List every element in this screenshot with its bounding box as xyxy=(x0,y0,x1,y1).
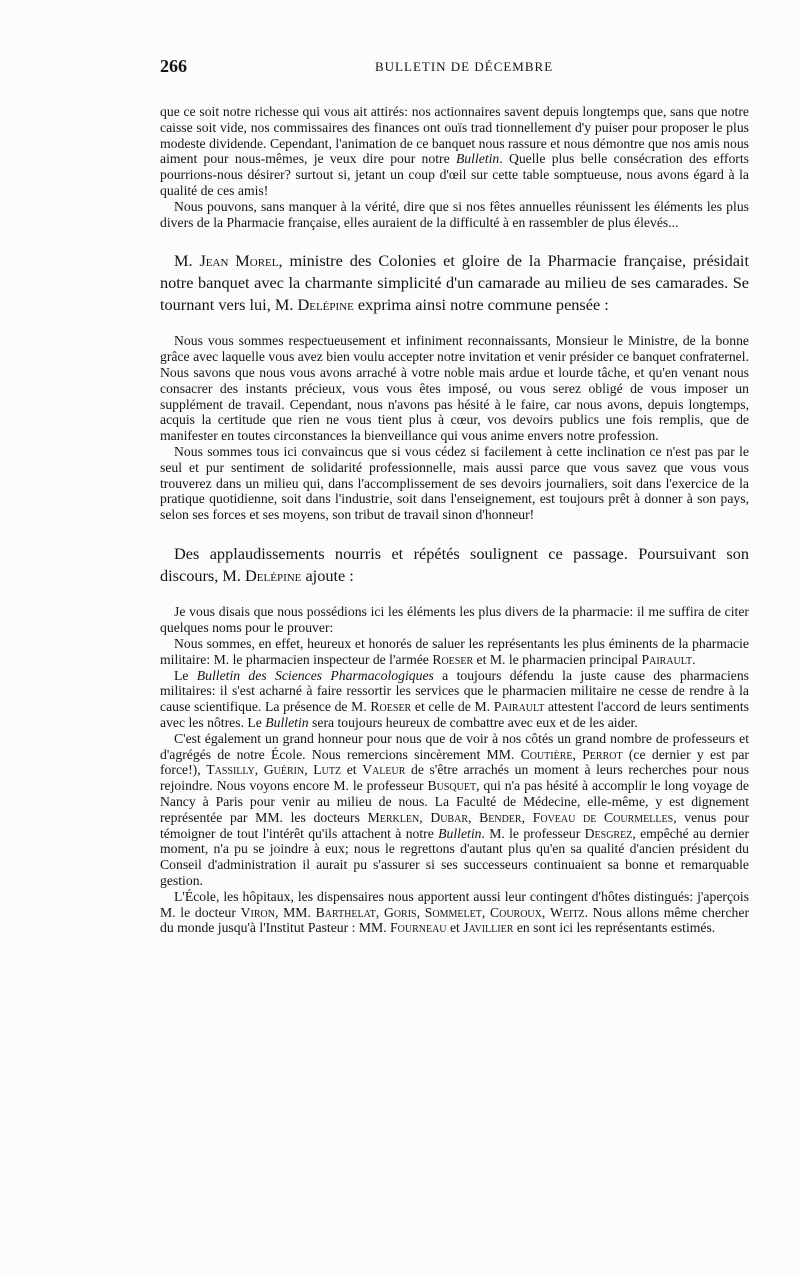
person-name: Barthelat xyxy=(315,904,376,920)
publication-title: Bulletin xyxy=(455,151,500,167)
person-name: Desgrez xyxy=(584,825,633,841)
text-run: . Nous allons même chercher du monde jusqu'à l'Institut Pasteur : MM. xyxy=(160,904,750,936)
person-name: Couroux xyxy=(489,904,542,920)
person-name: Tassilly xyxy=(206,762,255,778)
text-run: , ministre des Colonies et gloire de la Pharmacie française, présidait notre banquet avec la charmante simplicité d'un camarade au milieu de ses camarades. Se tournant vers lui, M. xyxy=(160,251,749,314)
publication-title: Bulletin xyxy=(265,715,309,731)
article-body xyxy=(160,104,749,936)
quoted-speech-paragraph xyxy=(160,444,749,523)
person-name: Delépine xyxy=(245,565,302,585)
running-title: BULLETIN DE DÉCEMBRE xyxy=(375,59,554,74)
person-name: Roeser xyxy=(370,699,412,715)
text-run: et celle de M. xyxy=(411,699,494,715)
text-run: Le xyxy=(174,667,197,683)
text-run: , xyxy=(254,762,264,778)
quoted-speech-paragraph xyxy=(160,333,749,444)
person-name: Coutière xyxy=(520,746,573,762)
text-run: et M. le pharmacien principal xyxy=(473,651,642,667)
person-name: Delépine xyxy=(297,294,354,314)
text-run: Nous vous sommes respectueusement et infiniment reconnaissants, Monsieur le Ministre, de la bonne grâce avec laquelle vous avez bien voulu accepter notre invitation et venir présider ce banquet confraternel. Nous savons que nous vous avons arraché à votre noble mais ardue et lourde tâche, et qu'en venant nous consacrer des instants précieux, vous vous êtes imposé, ou vous serez obligé de vous imposer un supplément de travail. Cependant, nous n'avons pas hésité à le faire, car nous avons, depuis longtemps, acquis la certitude que rien ne vous tient plus à cœur, vos devoirs publics une fois remplis, que de manifester en toutes circonstances la bienveillance qui vous anime envers notre profession. xyxy=(160,333,749,444)
text-run: Je vous disais que nous possédions ici les éléments les plus divers de la pharmacie: il me suffira de citer quelques noms pour le prouver: xyxy=(160,604,749,636)
quoted-speech-paragraph xyxy=(160,104,749,199)
text-run: exprima ainsi notre commune pensée : xyxy=(353,294,609,314)
text-run: . xyxy=(692,651,696,667)
text-run: . Quelle plus belle consécration des efforts pourrions-nous désirer? surtout si, jetant un coup d'œil sur cette table somptueuse, nous avons égard à la qualité de ces amis! xyxy=(160,151,749,198)
text-run: , qui n'a pas hésité à accomplir le long voyage de Nancy à Paris pour venir au milieu de nous. La Faculté de Médecine, elle-même, y est dignement représentée par MM. les docteurs xyxy=(160,778,749,825)
text-run: attestent l'accord de leurs sentiments avec les nôtres. Le xyxy=(160,699,749,731)
text-run: , xyxy=(468,809,480,825)
text-run: Des applaudissements nourris et répétés soulignent ce passage. Poursuivant son discours, M. xyxy=(160,544,749,585)
person-name: Bender xyxy=(479,809,522,825)
narrative-paragraph xyxy=(160,250,749,315)
narrative-paragraph xyxy=(160,543,749,586)
text-run: , xyxy=(481,904,490,920)
person-name: Javillier xyxy=(463,920,514,936)
person-name: Jean Morel xyxy=(199,251,279,271)
person-name: Sommelet xyxy=(424,904,482,920)
text-run: Nous sommes, en effet, heureux et honorés de saluer les représentants les plus éminents de la pharmacie militaire: M. le pharmacien inspecteur de l'armée xyxy=(160,636,749,667)
person-name: Guérin xyxy=(263,762,305,778)
person-name: Roeser xyxy=(432,651,474,667)
quoted-speech-paragraph xyxy=(160,604,749,636)
text-run: ajoute : xyxy=(301,565,354,585)
text-run: de s'être arrachés un moment à leurs recherches pour nous rejoindre. Nous voyons encore M. le professeur xyxy=(160,762,750,794)
quoted-speech-paragraph xyxy=(160,199,749,231)
person-name: Perrot xyxy=(582,746,623,762)
page-number: 266 xyxy=(160,56,187,76)
page-header xyxy=(160,56,750,78)
text-run: sera toujours heureux de combattre avec eux et de les aider. xyxy=(308,715,638,731)
text-run: , xyxy=(375,904,384,920)
text-run: Nous pouvons, sans manquer à la vérité, dire que si nos fêtes annuelles réunissent les éléments les plus divers de la Pharmacie française, elles auraient de la difficulté à en rassembler de plus élevés... xyxy=(160,198,749,230)
text-run: , xyxy=(419,809,431,825)
person-name: Viron xyxy=(240,904,275,920)
text-run: , xyxy=(521,809,533,825)
text-run: que ce soit notre richesse qui vous ait attirés: nos actionnaires savent depuis longtemps que, sans que notre caisse soit vide, nos commissaires des finances ont ouïs trad tionnellement d'y puiser pour proposer le plus modeste dividende. Cependant, l'animation de ce banquet nous rassure et nous démontre que nos amis nous aiment pour nous-mêmes, je veux dire pour notre xyxy=(160,104,749,167)
quoted-speech-paragraph xyxy=(160,889,749,936)
person-name: Weitz xyxy=(550,904,585,920)
person-name: Busquet xyxy=(427,778,477,794)
person-name: Lutz xyxy=(313,762,342,778)
publication-title: Bulletin xyxy=(438,825,482,841)
person-name: Pairault xyxy=(641,651,693,667)
text-run: , empêché au dernier moment, n'a pu se joindre à eux; nous le regrettons d'autant plus qu'en sa qualité d'ancien président du Conseil d'administration il aurait pu s'assurer si ses successeurs continuaient sa bonne et remarquable gestion. xyxy=(160,825,750,888)
quoted-speech-paragraph xyxy=(160,636,749,668)
person-name: Merklen xyxy=(367,809,420,825)
person-name: Valeur xyxy=(362,762,406,778)
quoted-speech-paragraph xyxy=(160,668,749,731)
text-run: , venus pour témoigner de tout l'intérêt qu'ils attachent à notre xyxy=(160,809,750,841)
text-run: et xyxy=(446,920,464,936)
text-run: (ce dernier y est par force!), xyxy=(160,746,749,778)
text-run: Nous sommes tous ici convaincus que si vous cédez si facilement à cette inclination ce n'est pas par le seul et pur sentiment de solidarité professionnelle, mais aussi parce que vous savez que vous vous trouverez dans un milieu qui, dans l'accomplissement de ses devoirs journaliers, soit dans l'exercice de la pratique quotidienne, soit dans l'industrie, soit dans l'enseignement, est toujours prêt à donner à son pays, selon ses forces et ses moyens, son tribut de travail sinon d'honneur! xyxy=(160,444,749,523)
text-run: , xyxy=(304,762,314,778)
text-run: , xyxy=(416,904,425,920)
text-run: L'École, les hôpitaux, les dispensaires nous apportent aussi leur contingent d'hôtes distingués: j'aperçois M. le docteur xyxy=(160,888,749,920)
person-name: Foveau de Courmelles xyxy=(532,809,674,825)
text-run: C'est également un grand honneur pour nous que de voir à nos côtés un grand nombre de professeurs et d'agrégés de notre École. Nous remercions sincèrement MM. xyxy=(160,730,749,762)
text-run: a toujours défendu la juste cause des pharmaciens militaires: il s'est acharné à faire ressortir les services que le pharmacien militaire ne cesse de rendre à la cause scientifique. La présence de M. xyxy=(160,667,749,715)
person-name: Goris xyxy=(383,904,417,920)
text-run: . M. le professeur xyxy=(481,825,585,841)
text-run: , xyxy=(541,904,551,920)
text-run: et xyxy=(341,762,363,778)
quoted-speech-paragraph xyxy=(160,731,749,889)
person-name: Dubar xyxy=(430,809,468,825)
publication-title: Bulletin des Sciences Pharmacologiques xyxy=(196,667,434,683)
text-run: en sont ici les représentants estimés. xyxy=(513,920,716,936)
text-run: , xyxy=(572,746,583,762)
text-run: , MM. xyxy=(274,904,316,920)
person-name: Fourneau xyxy=(390,920,447,936)
person-name: Pairault xyxy=(493,699,545,715)
text-run: M. xyxy=(174,251,200,271)
